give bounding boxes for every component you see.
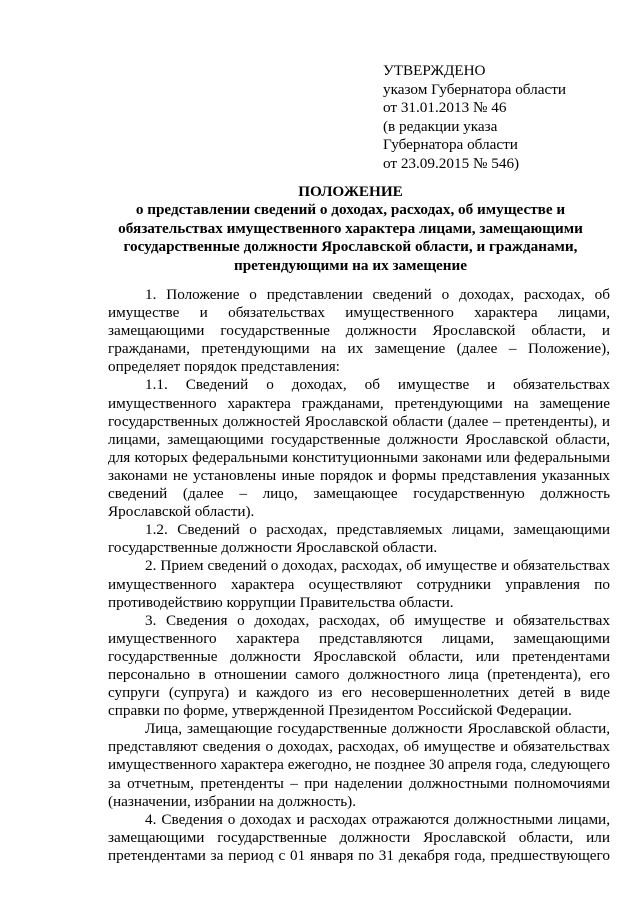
title-line: ПОЛОЖЕНИЕ — [298, 183, 403, 200]
title-line: государственные должности Ярославской области, и гражданами, — [123, 238, 578, 256]
text-line: сведений (далее – лицо, замещающее государственную должность — [108, 485, 610, 503]
approval-line: Губернатора области — [383, 136, 518, 154]
text-line: законами не установлены иные порядок и формы представления указанных — [108, 466, 610, 484]
text-line: 3. Сведения о доходах, расходах, об имуществе и обязательствах — [145, 611, 610, 629]
text-line: лицами, замещающими государственные должности Ярославской области, — [108, 430, 610, 448]
text-line: замещающими государственные должности Ярославской области, или — [108, 828, 610, 846]
text-line: супруги (супруга) и каждого из его несовершеннолетних детей в виде — [108, 684, 610, 702]
paragraph-1 — [108, 286, 610, 376]
text-line: имущественного характера гражданами, претендующими на замещение — [108, 394, 610, 412]
text-line: государственные должности Ярославской области. — [108, 539, 438, 557]
text-line: 1.2. Сведений о расходах, представляемых лицами, замещающими — [145, 521, 610, 539]
approval-line: от 23.09.2015 № 546) — [383, 154, 520, 172]
approval-line: УТВЕРЖДЕНО — [383, 62, 486, 79]
text-line: замещающими государственные должности Ярославской области, и — [108, 322, 610, 340]
text-line: противодействию коррупции Правительства области. — [108, 593, 454, 611]
document-title — [108, 183, 593, 275]
approval-line: указом Губернатора области — [383, 80, 566, 98]
text-line: гражданами, претендующими на их замещение (далее – Положение), — [108, 340, 610, 358]
text-line: претендентами за период с 01 января по 31 декабря года, предшествующего — [108, 846, 610, 864]
text-line: (назначении, избрании на должность). — [108, 792, 357, 810]
text-line: за отчетным, претенденты – при наделении должностными полномочиями — [108, 774, 610, 792]
paragraph-4 — [108, 811, 610, 865]
text-line: 2. Прием сведений о доходах, расходах, об имуществе и обязательствах — [145, 557, 610, 575]
text-line: персонально в отношении самого должностного лица (претендента), его — [108, 665, 610, 683]
text-line: 1. Положение о представлении сведений о доходах, расходах, об — [145, 286, 610, 303]
paragraph-2 — [108, 557, 610, 611]
text-line: представляют сведения о доходах, расходах, об имуществе и обязательствах — [108, 738, 610, 756]
text-line: имуществе и обязательствах имущественного характера лицами, — [108, 304, 610, 322]
approval-stamp — [383, 62, 623, 174]
text-line: имущественного характера осуществляют сотрудники управления по — [108, 575, 610, 593]
approval-line: (в редакции указа — [383, 117, 498, 135]
text-line: для которых федеральными конституционными законами или федеральными — [108, 448, 610, 466]
paragraph-1-2 — [108, 521, 610, 557]
text-line: государственных должностей Ярославской области (далее – претенденты), и — [108, 412, 610, 430]
text-line: Лица, замещающие государственные должности Ярославской области, — [145, 720, 610, 738]
text-line: определяет порядок представления: — [108, 358, 340, 376]
text-line: государственные должности Ярославской области, или претендентами — [108, 647, 610, 665]
text-line: справки по форме, утвержденной Президентом Российской Федерации. — [108, 702, 572, 720]
title-line: обязательствах имущественного характера лицами, замещающими — [118, 219, 583, 237]
text-line: имущественного характера ежегодно, не позднее 30 апреля года, следующего — [108, 756, 610, 774]
title-line: претендующими на их замещение — [233, 256, 468, 274]
document-body — [108, 286, 610, 865]
approval-line: от 31.01.2013 № 46 — [383, 99, 507, 117]
paragraph-3 — [108, 612, 610, 721]
paragraph-3-cont — [108, 720, 610, 810]
text-line: Ярославской области). — [108, 503, 255, 521]
paragraph-1-1 — [108, 376, 610, 521]
text-line: 4. Сведения о доходах и расходах отражаются должностными лицами, — [145, 810, 610, 828]
text-line: имущественного характера представляются лицами, замещающими — [108, 629, 610, 647]
text-line: 1.1. Сведений о доходах, об имуществе и обязательствах — [145, 376, 610, 394]
title-line: о представлении сведений о доходах, расходах, об имуществе и — [135, 201, 566, 219]
